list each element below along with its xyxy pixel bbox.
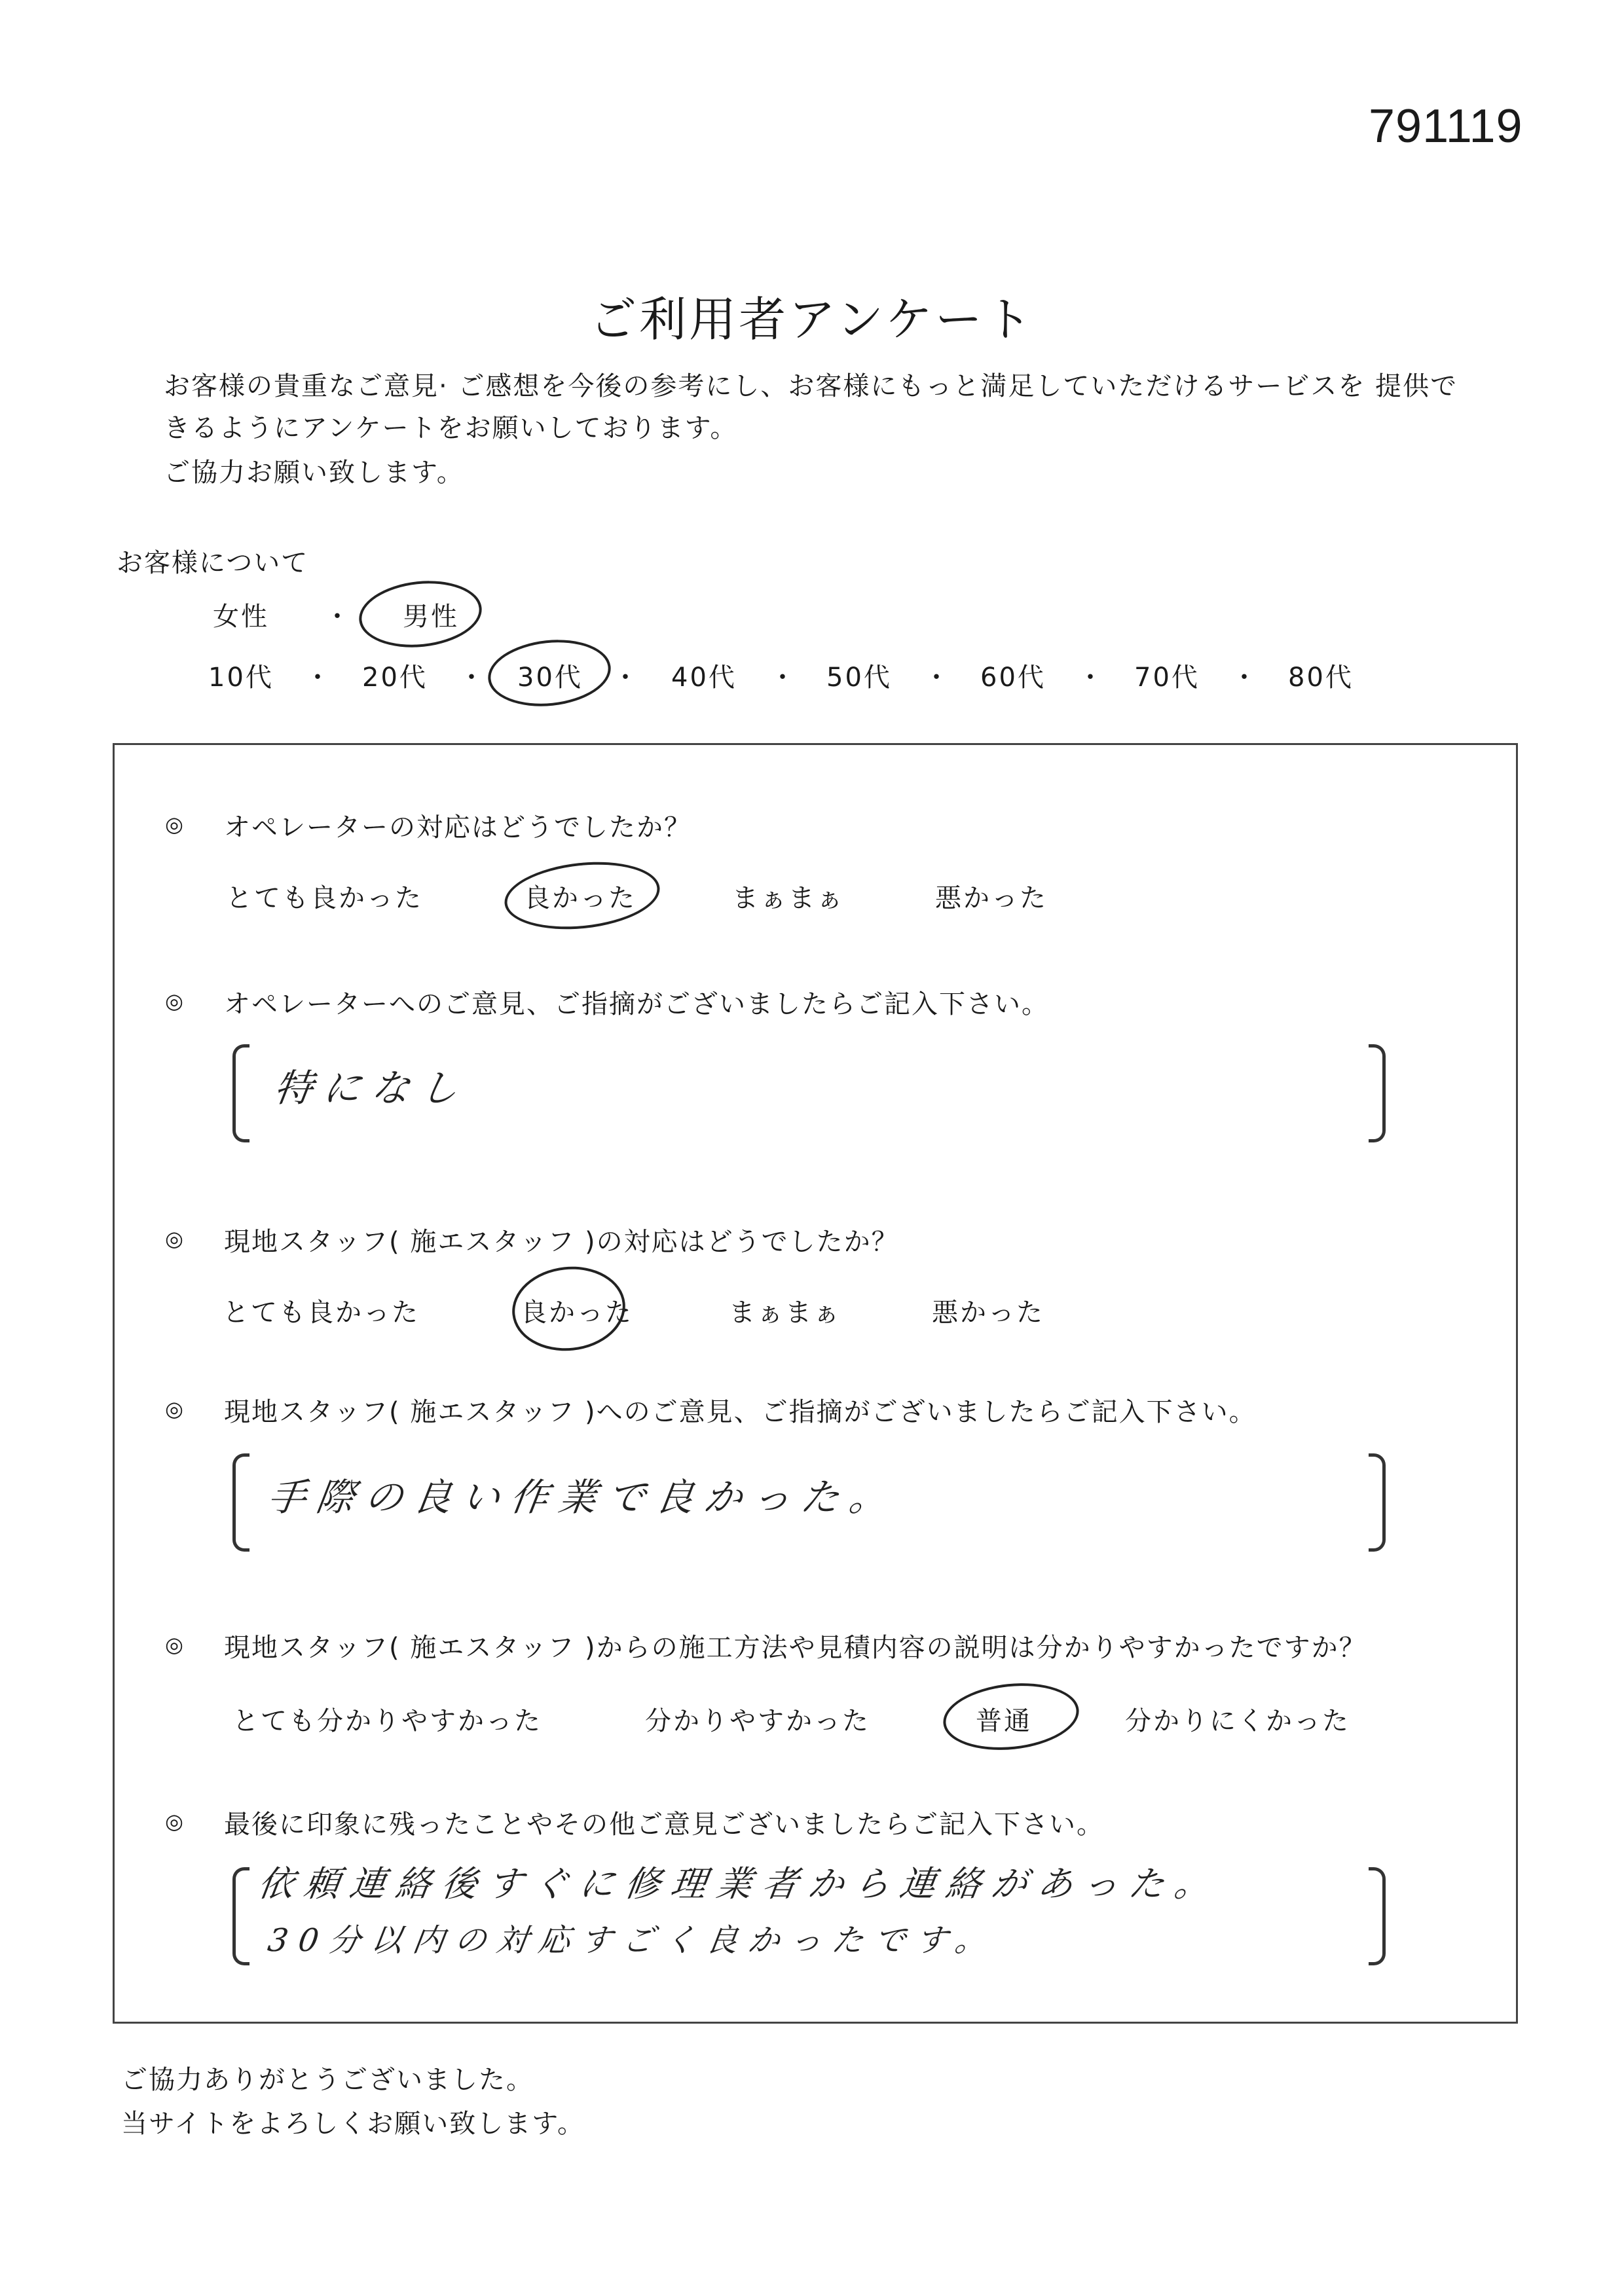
gender-option-male[interactable]: 男性 bbox=[403, 602, 459, 632]
intro-line-3: ご協力お願い致します。 bbox=[164, 458, 464, 488]
question-5: 現地スタッフ( 施エスタッフ )からの施工方法や見積内容の説明は分かりやすかったですか？ bbox=[224, 1633, 1367, 1663]
age-option-50s[interactable]: 50代 bbox=[826, 663, 892, 693]
separator: ・ bbox=[1077, 663, 1105, 693]
age-option-80s[interactable]: 80代 bbox=[1288, 663, 1354, 693]
question-1: オペレーターの対応はどうでしたか？ bbox=[224, 812, 692, 843]
q5-option-very-clear[interactable]: とても分かりやすかった bbox=[232, 1706, 542, 1736]
question-3: 現地スタッフ( 施エスタッフ )の対応はどうでしたか？ bbox=[224, 1227, 899, 1257]
page-title: ご利用者アンケート bbox=[589, 292, 1035, 347]
customer-heading: お客様について bbox=[117, 548, 309, 578]
age-option-40s[interactable]: 40代 bbox=[671, 663, 737, 693]
q6-answer-handwriting-line-2: 30分以内の対応すごく良かったです。 bbox=[265, 1922, 1000, 1959]
bracket-right bbox=[1369, 1044, 1386, 1142]
q2-answer-handwriting: 特になし bbox=[271, 1066, 472, 1110]
separator: ・ bbox=[458, 663, 487, 693]
q5-option-normal[interactable]: 普通 bbox=[976, 1706, 1032, 1736]
bullet-icon: ◎ bbox=[165, 812, 183, 837]
footer-thanks: ご協力ありがとうございました。 bbox=[121, 2065, 534, 2095]
q3-option-very-good[interactable]: とても良かった bbox=[223, 1298, 420, 1328]
bullet-icon: ◎ bbox=[165, 1809, 183, 1834]
bullet-icon: ◎ bbox=[165, 1226, 183, 1251]
separator: ・ bbox=[612, 663, 640, 693]
q1-option-good[interactable]: 良かった bbox=[524, 883, 637, 913]
footer-closing: 当サイトをよろしくお願い致します。 bbox=[121, 2109, 585, 2139]
q1-option-bad[interactable]: 悪かった bbox=[935, 883, 1048, 913]
question-6: 最後に印象に残ったことやその他ご意見ございましたらご記入下さい。 bbox=[224, 1810, 1104, 1840]
q3-option-bad[interactable]: 悪かった bbox=[932, 1298, 1044, 1328]
bracket-right bbox=[1369, 1453, 1386, 1552]
separator: ・ bbox=[1231, 663, 1259, 693]
q3-option-good[interactable]: 良かった bbox=[521, 1298, 633, 1328]
bullet-icon: ◎ bbox=[165, 1396, 183, 1421]
age-option-10s[interactable]: 10代 bbox=[208, 663, 274, 693]
intro-line-1: お客様の貴重なご意見· ご感想を今後の参考にし、お客様にもっと満足していただけるサービスを 提供で bbox=[164, 371, 1458, 401]
question-4: 現地スタッフ( 施エスタッフ )へのご意見、ご指摘がございましたらご記入下さい。 bbox=[224, 1397, 1257, 1427]
intro-line-2: きるようにアンケートをお願いしております。 bbox=[164, 413, 738, 443]
selection-circle-age bbox=[485, 634, 614, 712]
q5-option-clear[interactable]: 分かりやすかった bbox=[645, 1706, 870, 1736]
q3-option-so-so[interactable]: まぁまぁ bbox=[729, 1298, 841, 1328]
separator: ・ bbox=[304, 663, 333, 693]
gender-option-female[interactable]: 女性 bbox=[213, 602, 269, 632]
bracket-left bbox=[232, 1044, 249, 1142]
q1-option-so-so[interactable]: まぁまぁ bbox=[732, 883, 845, 913]
age-option-30s[interactable]: 30代 bbox=[517, 663, 583, 693]
age-option-60s[interactable]: 60代 bbox=[980, 663, 1046, 693]
q5-option-unclear[interactable]: 分かりにくかった bbox=[1125, 1706, 1350, 1736]
q1-option-very-good[interactable]: とても良かった bbox=[226, 883, 423, 913]
separator: ・ bbox=[324, 602, 352, 632]
bullet-icon: ◎ bbox=[165, 989, 183, 1013]
bracket-right bbox=[1369, 1867, 1386, 1965]
document-id: 791119 bbox=[1369, 100, 1523, 153]
age-option-20s[interactable]: 20代 bbox=[362, 663, 428, 693]
bracket-left bbox=[232, 1453, 249, 1552]
separator: ・ bbox=[923, 663, 951, 693]
bullet-icon: ◎ bbox=[165, 1632, 183, 1657]
separator: ・ bbox=[769, 663, 798, 693]
bracket-left bbox=[232, 1867, 249, 1965]
age-option-70s[interactable]: 70代 bbox=[1134, 663, 1200, 693]
question-2: オペレーターへのご意見、ご指摘がございましたらご記入下さい。 bbox=[224, 989, 1049, 1019]
q6-answer-handwriting-line-1: 依頼連絡後すぐに修理業者から連絡があった。 bbox=[255, 1863, 1224, 1904]
selection-circle-gender bbox=[356, 575, 485, 653]
q4-answer-handwriting: 手際の良い作業で良かった。 bbox=[265, 1475, 902, 1520]
